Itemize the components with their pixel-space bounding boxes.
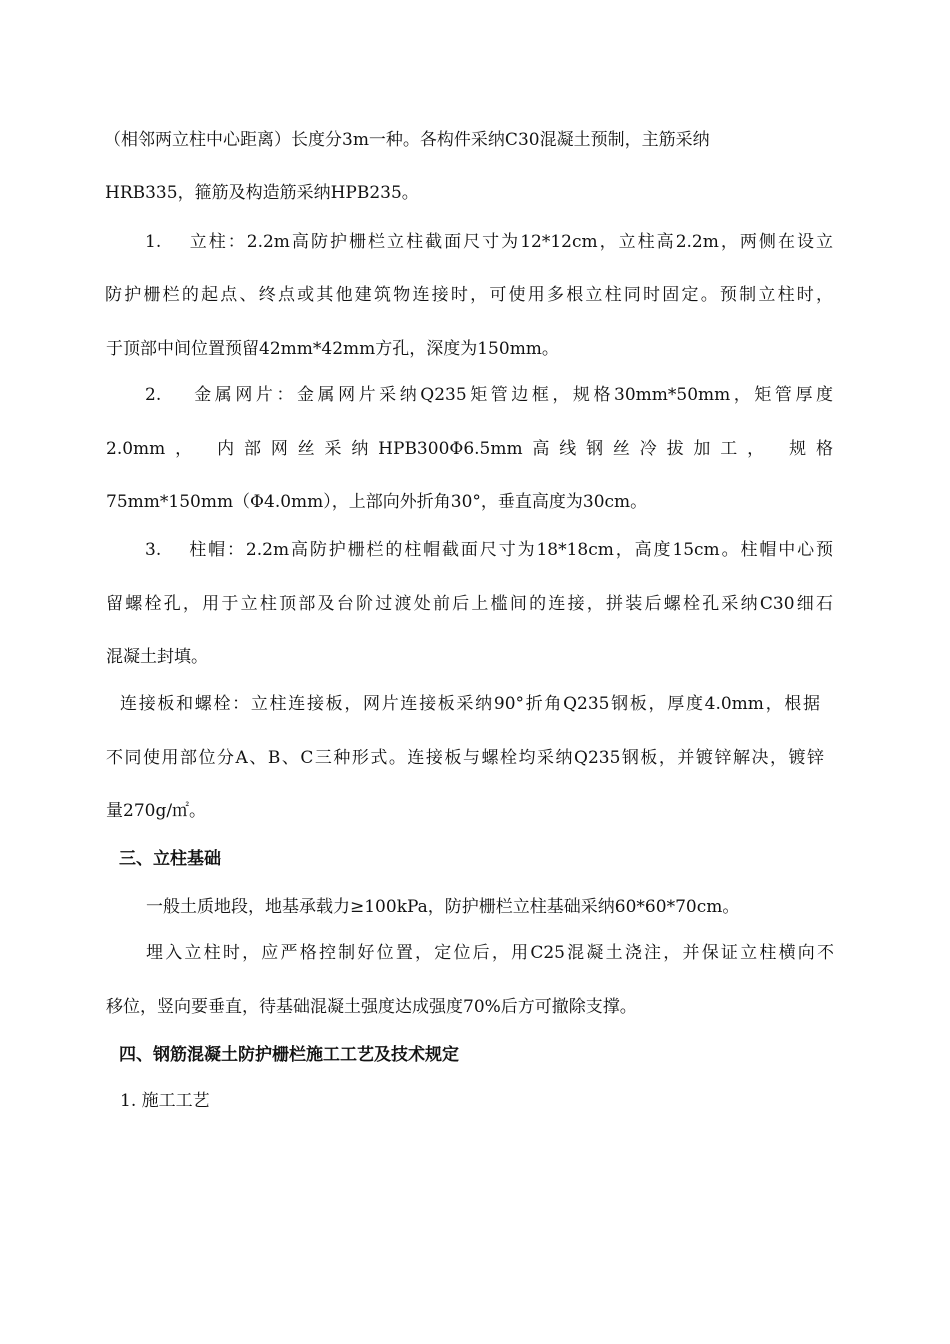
text-line: 2.0mm， 内部网丝采纳HPB300Φ6.5mm高线钢丝冷拔加工， 规格 (106, 439, 833, 459)
section-heading-4: 四、钢筋混凝土防护栅栏施工工艺及技术规定 (119, 1045, 459, 1065)
text-line: 75mm*150mm（Φ4.0mm），上部向外折角30°，垂直高度为30cm。 (106, 492, 648, 512)
subsection-heading: 1. 施工工艺 (120, 1091, 210, 1111)
text-line: 于顶部中间位置预留42mm*42mm方孔，深度为150mm。 (106, 339, 559, 359)
text-line: 量270g/㎡。 (106, 801, 207, 821)
list-item-3-line: 3. 柱帽：2.2m高防护栅栏的柱帽截面尺寸为18*18cm，高度15cm。柱帽中心预 (145, 540, 833, 560)
section-heading-3: 三、立柱基础 (119, 849, 221, 869)
text-line: 移位，竖向要垂直，待基础混凝土强度达成强度70%后方可撤除支撑。 (106, 997, 637, 1017)
text-line: 埋入立柱时，应严格控制好位置，定位后，用C25混凝土浇注，并保证立柱横向不 (146, 943, 834, 963)
text-line: （相邻两立柱中心距离）长度分3m一种。各构件采纳C30混凝土预制，主筋采纳 (104, 130, 710, 150)
text-line: 连接板和螺栓：立柱连接板，网片连接板采纳90°折角Q235钢板，厚度4.0mm，根据 (120, 694, 820, 714)
list-item-1-line: 1. 立柱：2.2m高防护栅栏立柱截面尺寸为12*12cm，立柱高2.2m，两侧在设立 (145, 232, 833, 252)
text-line: 混凝土封填。 (106, 647, 208, 667)
text-line: 不同使用部位分A、B、C三种形式。连接板与螺栓均采纳Q235钢板，并镀锌解决，镀锌 (106, 748, 824, 768)
text-line: HRB335，箍筋及构造筋采纳HPB235。 (105, 183, 419, 203)
text-line: 一般土质地段，地基承载力≥100kPa，防护栅栏立柱基础采纳60*60*70cm。 (146, 897, 740, 917)
text-line: 防护栅栏的起点、终点或其他建筑物连接时，可使用多根立柱同时固定。预制立柱时， (105, 285, 833, 305)
list-item-2-line: 2. 金属网片：金属网片采纳Q235矩管边框，规格30mm*50mm，矩管厚度 (145, 385, 833, 405)
text-line: 留螺栓孔，用于立柱顶部及台阶过渡处前后上槛间的连接，拼装后螺栓孔采纳C30细石 (106, 594, 833, 614)
